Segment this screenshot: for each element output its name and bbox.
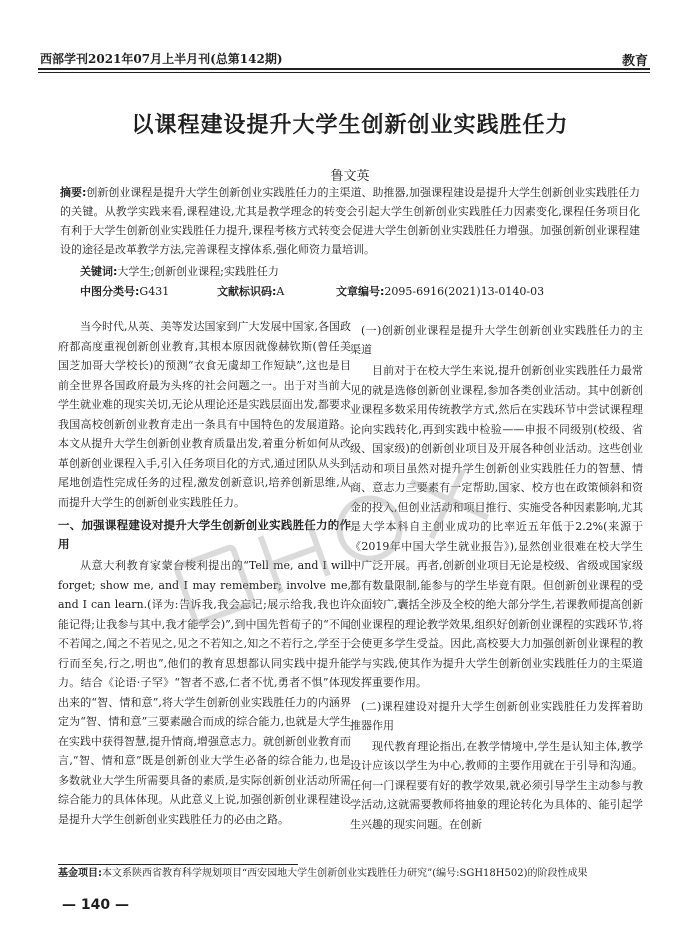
footnote-label: 基金项目: (58, 868, 102, 879)
journal-header: 西部学刊2021年07月上半月刊(总第142期) (40, 52, 283, 66)
article-title: 以课程建设提升大学生创新创业实践胜任力 (131, 112, 569, 138)
clc-label: 中图分类号: (80, 285, 140, 298)
section-label: 教育 (621, 54, 648, 69)
right-column (350, 317, 643, 834)
left-column (58, 317, 351, 829)
abstract-label: 摘要: (60, 186, 87, 199)
subsection-1-paragraph: 目前对于在校大学生来说,提升创新创业实践胜任力最常见的就是选修创新创业课程,参加各类创业活动。其中创新创业课程多数采用传统教学方式,然后在实践环节中尝试课程理论向实践转化,再到实践中检验——申报不同级别(校级、省级、国家级)的创新创业项目及开展各种创业活动。这些创业活动和项目虽然对提升学生创新创业实践胜任力的智慧、情商、意志力三要素有一定帮助,国家、校方也在政策倾斜和资金的投入,但创业活动和项目推行、实施受各种因素影响,尤其是大学本科自主创业成功的比率近五年低于2.2%(来源于《2019年中国大学生就业报告》),显然创业很难在校大学生中广泛开展。再者,创新创业项目无论是校级、省级或国家级都有数量限制,能参与的学生毕竟有限。但创新创业课程的受众面较广,囊括全涉及全校的绝大部分学生,若课教师提高创新创业课程的理论教学效果,组织好创新创业课程的实践环节,将会使更多学生受益。因此,高校要大力加强创新创业课程的教学与实践,使其作为提升大学生创新创业实践胜任力的主渠道发挥重要作用。 (350, 364, 643, 689)
author-name: 鲁文英 (330, 169, 370, 184)
keywords (80, 263, 640, 279)
page-number: — 140 — (62, 897, 129, 913)
article-number (336, 283, 544, 299)
clc-value: G431 (139, 285, 170, 298)
doc-code (217, 283, 284, 299)
doc-label: 文献标识码: (217, 285, 277, 298)
subsection-2-paragraph: 现代教育理论指出,在教学情境中,学生是认知主体,教学设计应该以学生为中心,教师的主要作用就在于引导和沟通。任何一门课程要有好的教学效果,就必须引导学生主动参与教学活动,这就需要教师将抽象的理论转化为具体的、能引起学生兴趣的现实问题。在创新 (350, 739, 643, 831)
keywords-text: 大学生;创新创业课程;实践胜任力 (117, 265, 279, 278)
header-rule-thin (38, 72, 650, 73)
article-value: 2095-6916(2021)13-0140-03 (384, 285, 545, 298)
abstract-text: 创新创业课程是提升大学生创新创业实践胜任力的主渠道、助推器,加强课程建设是提升大学生创新创业实践胜任力的关键。从教学实践来看,课程建设,尤其是教学理念的转变会引起大学生创新创业实践胜任力因素变化,课程任务项目化有利于大学生创新创业实践胜任力提升,课程考核方式转变会促进大学生创新创业实践胜任力增强。加强创新创业课程建设的途径是改革教学方法,完善课程支撑体系,强化师资力量培训。 (60, 186, 640, 256)
article-label: 文章编号: (336, 285, 385, 298)
intro-paragraph: 当今时代,从英、美等发达国家到广大发展中国家,各国政府都高度重视创新创业教育,其根本原因就像赫钦斯(曾任美国芝加哥大学校长)的预测“衣食无虞却工作短缺”,这也是目前全世界各国政府最为头疼的社会问题之一。出于对当前大学生就业难的现实关切,无论从理论还是实践层面出发,都要求我国高校创新创业教育走出一条具有中国特色的发展道路。本文从提升大学生创新创业教育质量出发,着重分析如何从改革创新创业课程入手,引入任务项目化的方式,通过团队从头到尾地创造性完成任务的过程,激发创新意识,培养创新思维,从而提升大学生的创新创业实践胜任力。 (58, 320, 351, 509)
footnote-text: 本文系陕西省教育科学规划项目“西安园地大学生创新创业实践胜任力研究”(编号:SGH18H502)的阶段性成果 (102, 868, 588, 879)
keywords-label: 关键词: (80, 265, 118, 278)
abstract (60, 183, 640, 259)
subsection-heading-1: (一)创新创业课程是提升大学生创新创业实践胜任力的主渠道 (350, 324, 643, 356)
footnote-rule (58, 864, 298, 865)
clc-code (80, 283, 169, 299)
section-heading-1: 一、加强课程建设对提升大学生创新创业实践胜任力的作用 (58, 518, 351, 551)
footnote (58, 866, 642, 881)
header-rule (38, 68, 650, 70)
section-1-paragraph: 从意大利教育家蒙台梭利提出的“Tell me, and I will forget; show me, and I may remember; involve me, and I can learn.(译为:告诉我,我会忘记;展示给我,我也许能记得;让我参与其中,我才能学会)”,到中国先哲荀子的“不闻不若闻之,闻之不若见之,见之不若知之,知之不若行之,学至于行而至矣,行之,明也”,他们的教育思想都认同实践中提升能力。结合《论语·子罕》“智者不惑,仁者不忧,勇者不惧”体现出来的“智、情和意”,将大学生创新创业实践胜任力的内涵界定为“智、情和意”三要素融合而成的综合能力,也就是大学生在实践中获得智慧,提升情商,增强意志力。就创新创业教育而言,“智、情和意”既是创新创业大学生必备的综合能力,也是多数就业大学生所需要具备的素质,是实际创新创业活动所需综合能力的具体体现。从此意义上说,加强创新创业课程建设是提升大学生创新创业实践胜任力的必由之路。 (58, 559, 351, 826)
subsection-heading-2: (二)课程建设对提升大学生创新创业实践胜任力发挥着助推器作用 (350, 699, 643, 732)
doc-value: A (276, 285, 285, 298)
